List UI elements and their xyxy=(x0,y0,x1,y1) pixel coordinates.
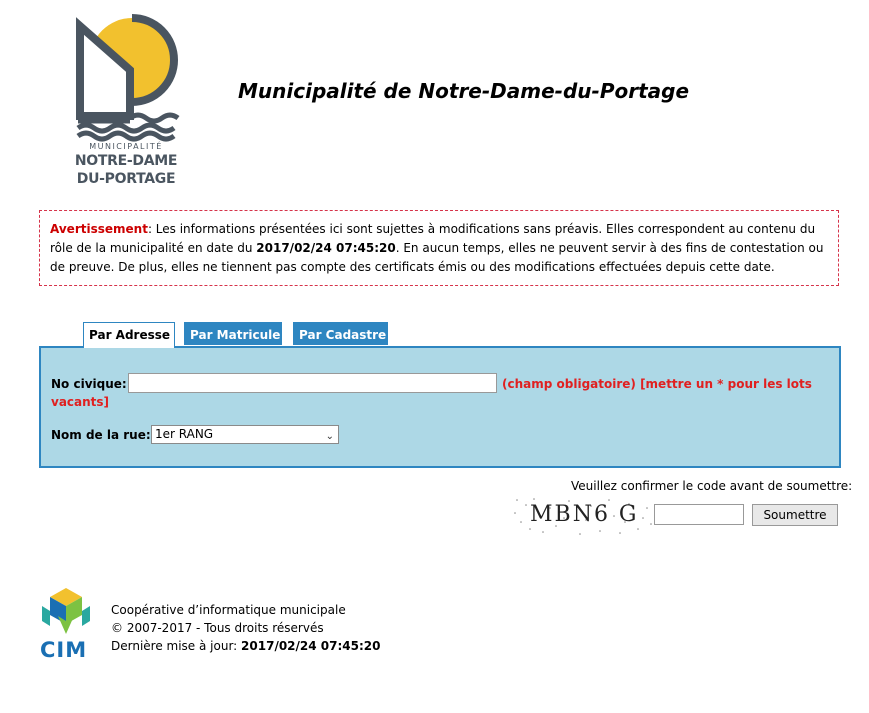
required-note-line2: vacants] xyxy=(51,395,110,409)
footer-line-3 xyxy=(111,637,380,655)
warning-label: Avertissement xyxy=(50,222,148,236)
required-note-line1: (champ obligatoire) [mettre un * pour les lots xyxy=(502,377,812,391)
tab-par-matricule[interactable]: Par Matricule xyxy=(184,322,282,345)
search-form-panel xyxy=(39,346,841,468)
warning-text-1: : Les informations présentées ici sont sujettes à modifications sans préavis. Elles correspondent au contenu du rôle de la municipalité en date du xyxy=(50,222,816,255)
civique-label: No civique: xyxy=(51,377,127,391)
footer-line-2: © 2007-2017 - Tous droits réservés xyxy=(111,621,324,635)
logo-name-line1: NOTRE-DAME xyxy=(74,153,178,169)
page-title: Municipalité de Notre-Dame-du-Portage xyxy=(238,79,690,103)
cim-label: CIM xyxy=(40,638,88,662)
footer-update-label: Dernière mise à jour: xyxy=(111,639,242,653)
cim-logo xyxy=(38,586,94,664)
captcha-prompt: Veuillez confirmer le code avant de soumettre: xyxy=(571,479,853,493)
captcha-code-input[interactable] xyxy=(654,504,744,525)
cim-emblem-icon xyxy=(38,586,94,638)
footer-line-1: Coopérative d’informatique municipale xyxy=(111,603,346,617)
rue-label: Nom de la rue: xyxy=(51,428,151,442)
rue-select[interactable] xyxy=(151,425,339,444)
rue-selected-value: 1er RANG xyxy=(155,427,214,441)
footer-update-date: 2017/02/24 07:45:20 xyxy=(241,639,381,653)
tab-par-adresse[interactable]: Par Adresse xyxy=(83,322,175,348)
warning-text-2: . En aucun temps, elles ne peuvent servir à des fins de contestation ou de preuve. De plus, elles ne tiennent pas compte des certificats émis ou des modifications effectuées depuis cette date. xyxy=(50,241,824,274)
chevron-down-icon: ⌄ xyxy=(325,431,334,442)
submit-button[interactable]: Soumettre xyxy=(752,504,838,526)
warning-date: 2017/02/24 07:45:20 xyxy=(256,241,396,255)
civique-input[interactable] xyxy=(128,373,497,393)
warning-notice xyxy=(39,210,839,286)
logo-name-line2: DU-PORTAGE xyxy=(76,171,176,187)
tab-par-cadastre[interactable]: Par Cadastre xyxy=(293,322,388,345)
captcha-code-text: MBN6 G xyxy=(530,502,639,527)
logo-emblem-icon xyxy=(70,8,182,143)
municipality-logo xyxy=(70,8,185,188)
footer-info xyxy=(111,601,380,655)
captcha-image xyxy=(512,496,654,538)
logo-municipalite-text: MUNICIPALITÉ xyxy=(89,142,163,151)
